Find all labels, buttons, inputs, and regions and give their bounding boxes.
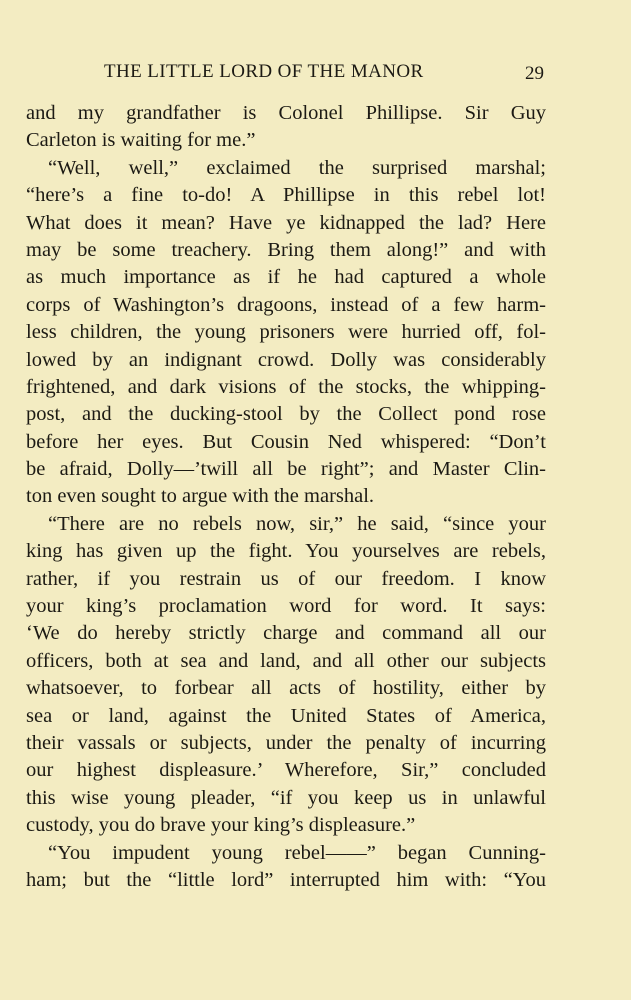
text-line: your king’s proclamation word for word. It says: [26, 595, 546, 618]
text-line: “There are no rebels now, sir,” he said, “since your [48, 512, 546, 535]
text-line: less children, the young prisoners were hurried off, fol- [26, 321, 546, 344]
text-line: post, and the ducking-stool by the Collect pond rose [26, 403, 546, 426]
text-line: “here’s a fine to-do! A Phillipse in this rebel lot! [26, 184, 546, 207]
text-line: custody, you do brave your king’s displeasure.” [26, 814, 416, 837]
text-line: sea or land, against the United States of America, [26, 704, 546, 727]
text-line: frightened, and dark visions of the stocks, the whipping- [26, 375, 546, 398]
text-line: be afraid, Dolly—’twill all be right”; and Master Clin- [26, 458, 546, 481]
text-line: before her eyes. But Cousin Ned whispered: “Don’t [26, 430, 546, 453]
text-line: “Well, well,” exclaimed the surprised marshal; [48, 156, 546, 179]
body-text [26, 100, 546, 894]
text-line: as much importance as if he had captured a whole [26, 266, 546, 289]
text-line: What does it mean? Have ye kidnapped the lad? Here [26, 211, 546, 234]
text-line: this wise young pleader, “if you keep us in unlawful [26, 786, 546, 809]
text-line: Carleton is waiting for me.” [26, 129, 256, 152]
running-title: THE LITTLE LORD OF THE MANOR [104, 61, 424, 82]
text-line: ton even sought to argue with the marshal. [26, 485, 375, 508]
text-line: rather, if you restrain us of our freedom. I know [26, 567, 546, 590]
page-number: 29 [525, 63, 544, 84]
text-line: ‘We do hereby strictly charge and command all our [26, 622, 546, 645]
text-line: “You impudent young rebel——” began Cunning- [48, 841, 546, 864]
text-line: king has given up the fight. You yourselves are rebels, [26, 540, 546, 563]
text-line: ham; but the “little lord” interrupted him with: “You [26, 868, 546, 891]
text-line: may be some treachery. Bring them along!” and with [26, 238, 546, 261]
running-head [104, 61, 544, 85]
text-line: lowed by an indignant crowd. Dolly was considerably [26, 348, 546, 371]
text-line: whatsoever, to forbear all acts of hostility, either by [26, 677, 546, 700]
text-line: and my grandfather is Colonel Phillipse. Sir Guy [26, 102, 546, 124]
text-line: their vassals or subjects, under the penalty of incurring [26, 731, 546, 754]
text-line: officers, both at sea and land, and all other our subjects [26, 649, 546, 672]
text-line: corps of Washington’s dragoons, instead of a few harm- [26, 293, 546, 316]
text-line: our highest displeasure.’ Wherefore, Sir,” concluded [26, 759, 546, 782]
